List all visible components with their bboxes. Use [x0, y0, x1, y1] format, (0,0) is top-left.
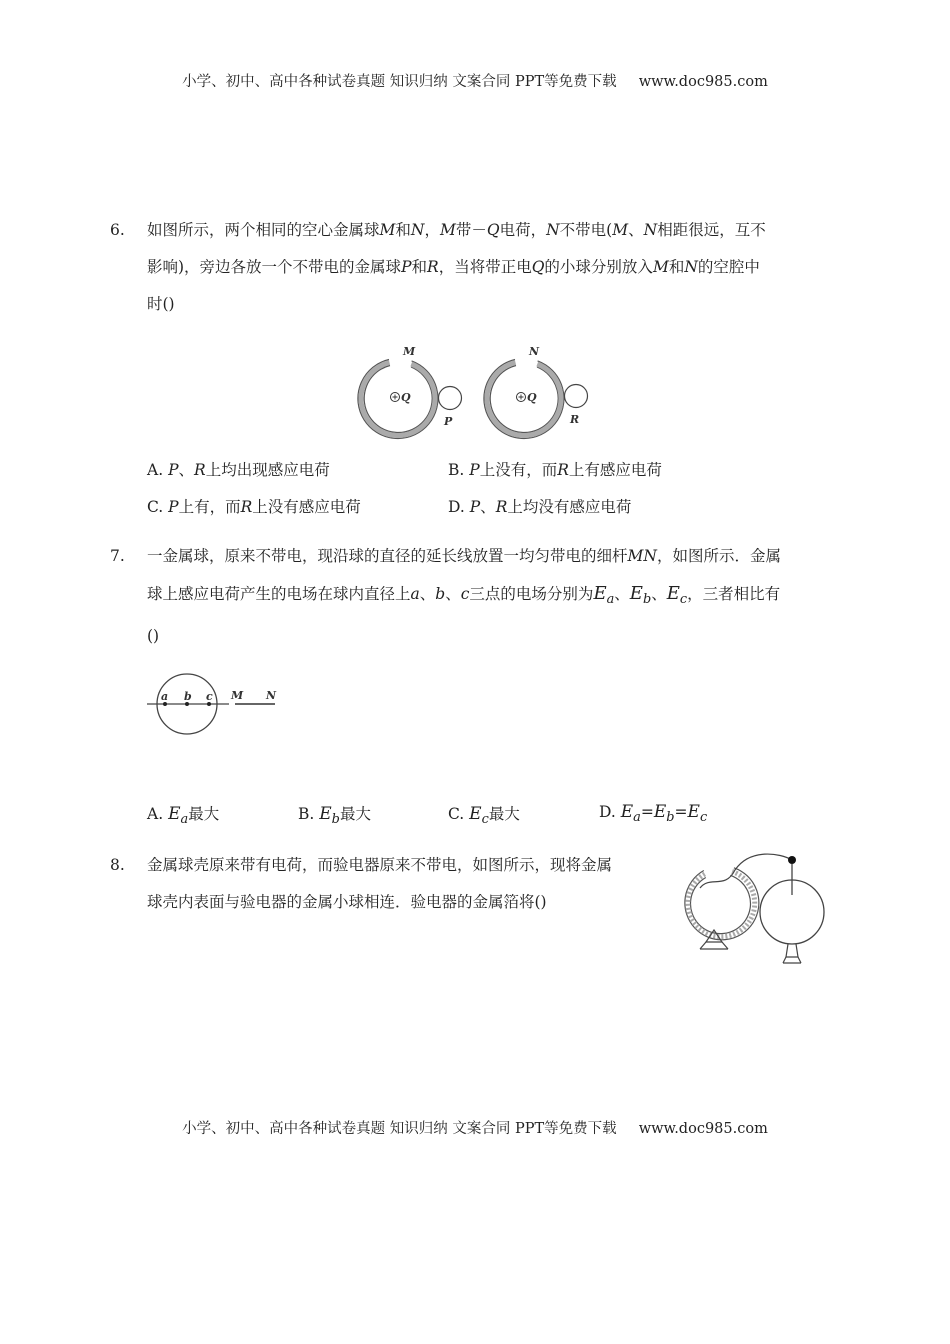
question-text-line: 金属球壳原来带有电荷，而验电器原来不带电，如图所示，现将金属	[147, 856, 613, 874]
label-a: a	[161, 690, 169, 703]
header-text: 小学、初中、高中各种试卷真题 知识归纳 文案合同 PPT等免费下载	[182, 74, 617, 90]
label-n: N	[266, 689, 277, 702]
option-a[interactable]: A. $E_a$最大	[147, 804, 220, 828]
label-m: M	[403, 345, 416, 358]
question-text-line: 一金属球，原来不带电，现沿球的直径的延长线放置一均匀带电的细杆MN，如图所示．金属	[147, 547, 781, 565]
footer-text: 小学、初中、高中各种试卷真题 知识归纳 文案合同 PPT等免费下载	[182, 1121, 617, 1137]
question-text-line: 球壳内表面与验电器的金属小球相连．验电器的金属箔将()	[147, 893, 547, 911]
question-number: 6.	[110, 221, 125, 239]
option-b[interactable]: B. P上没有，而R上有感应电荷	[448, 461, 662, 479]
header-site-link[interactable]: www.doc985.com	[638, 74, 768, 90]
option-d[interactable]: D. $E_a=E_b=E_c$	[599, 802, 708, 826]
q8-figure	[670, 850, 830, 975]
option-c[interactable]: C. $E_c$最大	[448, 804, 520, 828]
question-text-line: 时()	[147, 295, 175, 313]
question-text-line: ()	[147, 627, 160, 646]
label-m: M	[231, 689, 244, 702]
question-number: 8.	[110, 856, 125, 874]
hollow-sphere-m	[358, 360, 438, 439]
label-b: b	[184, 690, 192, 703]
hollow-sphere-n	[484, 360, 564, 439]
option-a[interactable]: A. P、R上均出现感应电荷	[147, 461, 330, 479]
metal-shell	[685, 868, 759, 940]
option-b[interactable]: B. $E_b$最大	[298, 804, 371, 828]
question-text-line: 影响)，旁边各放一个不带电的金属球P和R，当将带正电Q的小球分别放入M和N的空腔中	[147, 258, 760, 276]
question-text-line: 球上感应电荷产生的电场在球内直径上a、b、c三点的电场分别为$E_a$、$E_b$、$E_c$，三者相比有	[147, 583, 781, 608]
label-c: c	[206, 690, 213, 703]
sphere-p	[439, 387, 462, 410]
question-7	[110, 538, 840, 655]
label-n: N	[529, 345, 540, 358]
page-header	[0, 70, 950, 91]
question-text-line: 如图所示，两个相同的空心金属球M和N，M带－Q电荷，N不带电(M、N相距很远，互不	[147, 221, 766, 239]
question-6	[110, 212, 840, 323]
page-footer	[0, 1117, 950, 1138]
question-8	[110, 847, 650, 921]
charge-label: Q	[401, 391, 411, 404]
q6-figure	[355, 343, 595, 443]
electroscope-ball	[788, 856, 796, 864]
option-d[interactable]: D. P、R上均没有感应电荷	[448, 498, 632, 516]
q7-figure	[145, 670, 285, 750]
svg-text:Q: Q	[527, 391, 537, 404]
label-r: R	[570, 413, 580, 426]
label-p: P	[444, 415, 453, 428]
sphere-r	[565, 385, 588, 408]
footer-site-link[interactable]: www.doc985.com	[638, 1121, 768, 1137]
option-c[interactable]: C. P上有，而R上没有感应电荷	[147, 498, 361, 516]
electroscope-stand	[786, 944, 798, 957]
question-number: 7.	[110, 547, 125, 565]
